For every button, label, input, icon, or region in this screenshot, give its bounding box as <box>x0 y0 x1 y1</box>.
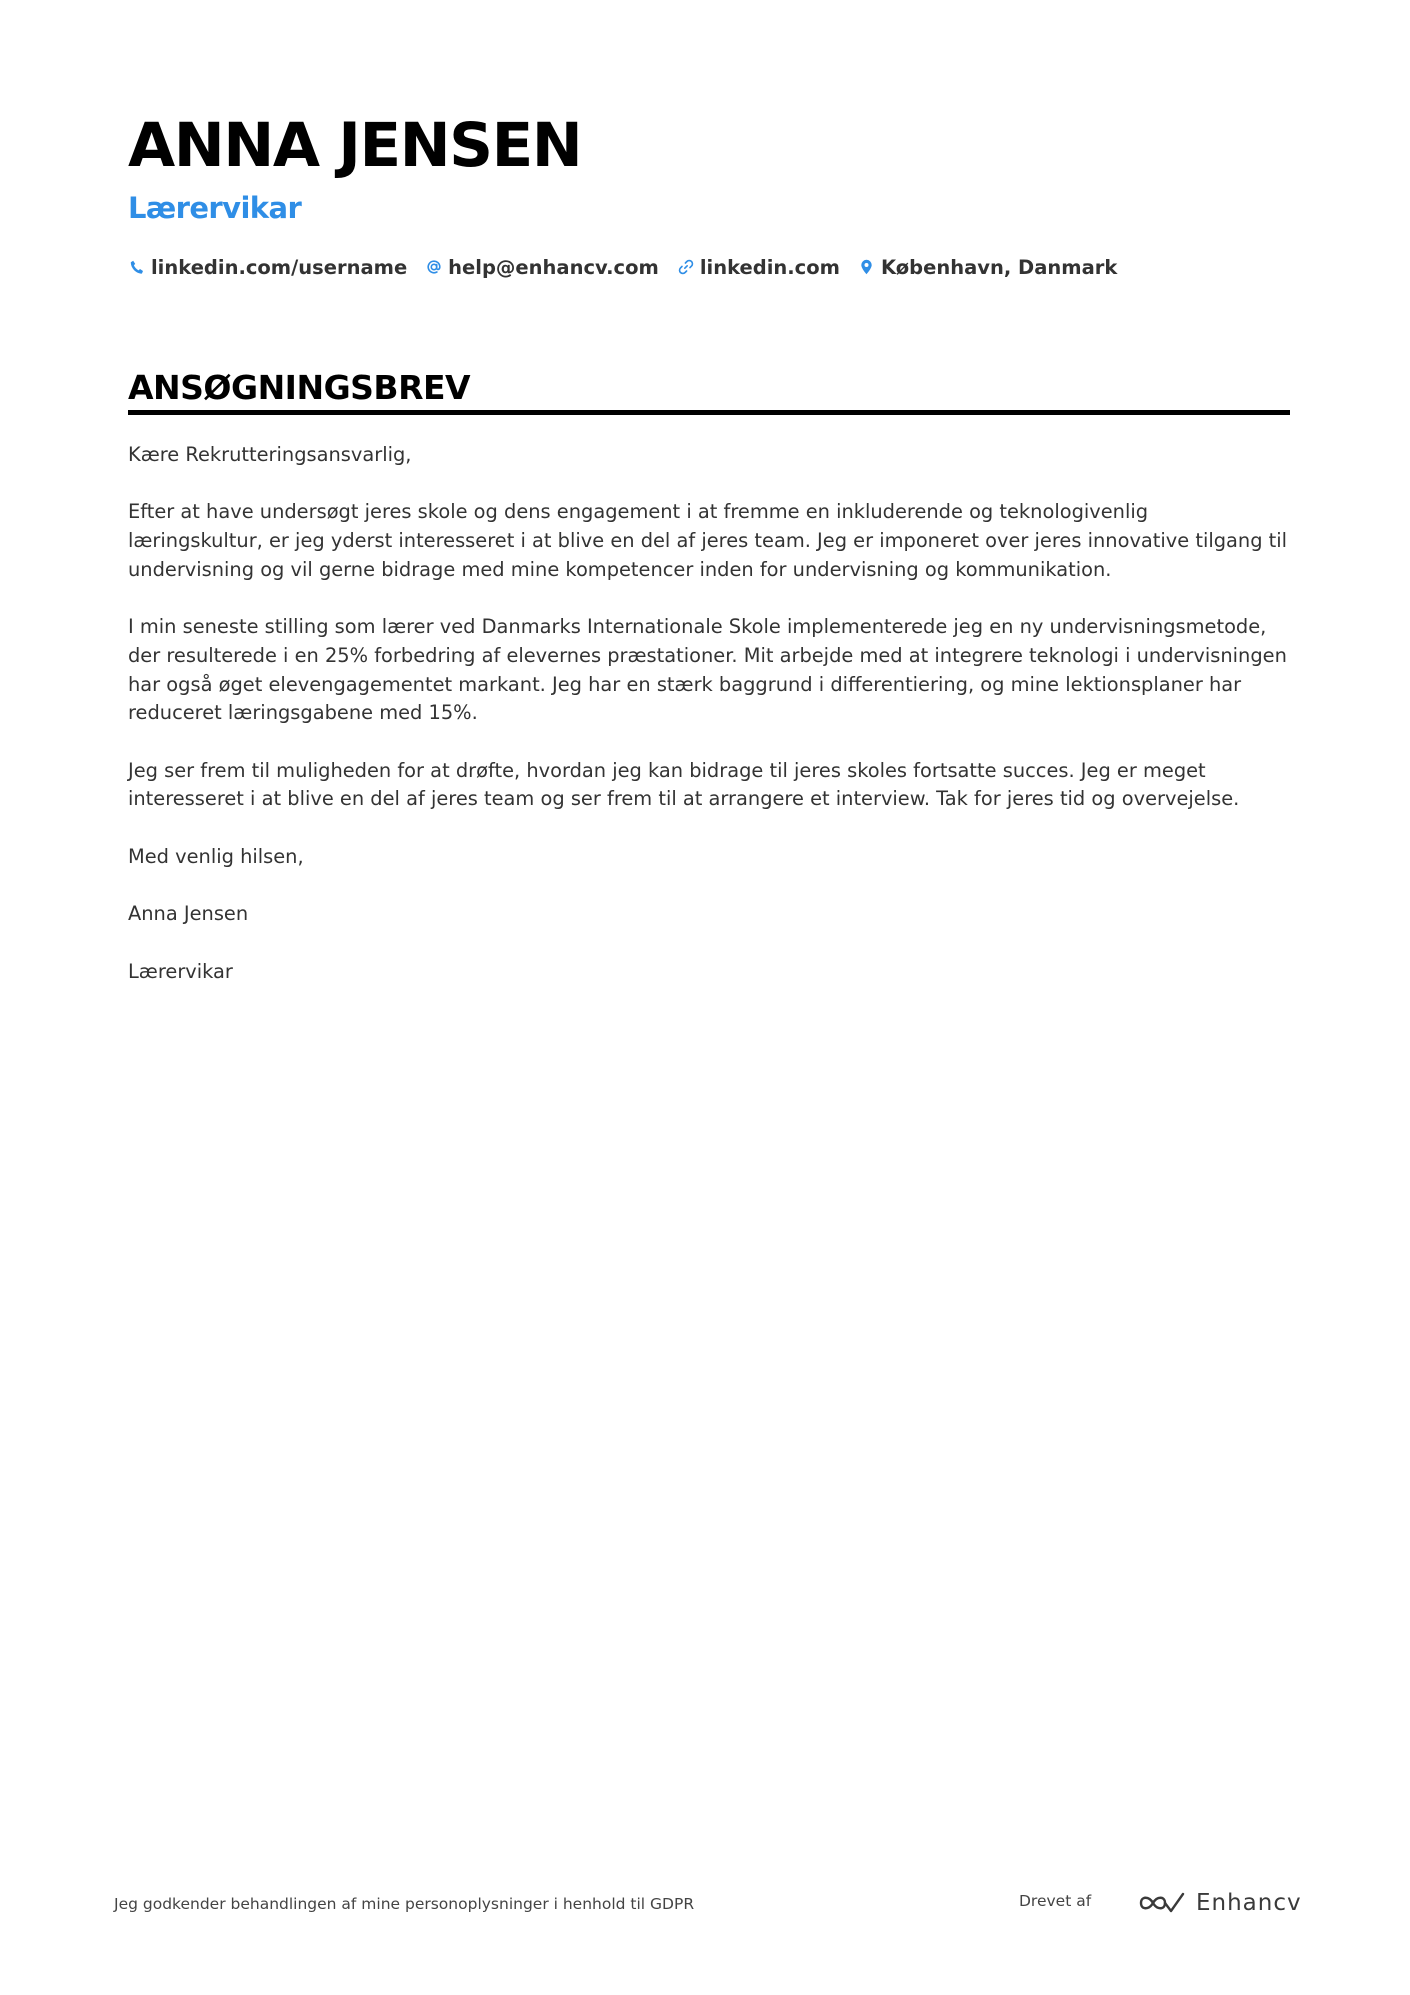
location-pin-icon <box>858 258 876 276</box>
contact-email-text: help@enhancv.com <box>448 255 659 279</box>
enhancv-logo-icon <box>1138 1890 1186 1916</box>
contact-linkedin-text: linkedin.com <box>699 255 840 279</box>
contact-email[interactable] <box>425 256 659 279</box>
letter-paragraph: I min seneste stilling som lærer ved Danmarks Internationale Skole implementerede jeg en ny undervisningsmetode, der resulterede i en 25% forbedring af elevernes præstationer. Mit arbejde med at integrere teknologi i undervisningen har også øget elevengagementet markant. Jeg har en stærk baggrund i differentiering, og mine lektionsplaner har reduceret læringsgabene med 15%. <box>128 615 1287 725</box>
gdpr-consent: Jeg godkender behandlingen af mine personoplysninger i henhold til GDPR <box>114 1895 695 1913</box>
section-title: ANSØGNINGSBREV <box>128 368 471 407</box>
phone-icon <box>128 258 146 276</box>
letter-body <box>128 441 1288 1015</box>
contact-location <box>858 256 1117 279</box>
contact-phone-text: linkedin.com/username <box>151 255 408 279</box>
letter-paragraph: Efter at have undersøgt jeres skole og dens engagement i at fremme en inkluderende og teknologivenlig læringskultur, er jeg yderst interesseret i at blive en del af jeres team. Jeg er imponeret over jeres innovative tilgang til undervisning og vil gerne bidrage med mine kompetencer inden for undervisning og kommunikation. <box>128 500 1288 581</box>
applicant-name: ANNA JENSEN <box>128 110 582 181</box>
contact-location-text: København, Danmark <box>880 255 1118 279</box>
contact-phone[interactable] <box>128 256 407 279</box>
powered-by-label: Drevet af <box>1019 1892 1092 1910</box>
contact-bar <box>128 252 1288 282</box>
signature-title: Lærervikar <box>128 959 233 983</box>
section-divider <box>128 410 1290 415</box>
contact-linkedin[interactable] <box>677 256 840 279</box>
enhancv-logo[interactable] <box>1138 1886 1302 1920</box>
enhancv-logo-text: Enhancv <box>1196 1890 1302 1916</box>
letter-paragraph: Jeg ser frem til muligheden for at drøfte, hvordan jeg kan bidrage til jeres skoles fortsatte succes. Jeg er meget interesseret i at blive en del af jeres team og ser frem til at arrangere et interview. Tak for jeres tid og overvejelse. <box>128 758 1240 811</box>
job-title: Lærervikar <box>128 191 302 225</box>
salutation: Kære Rekrutteringsansvarlig, <box>128 443 412 466</box>
signature-name: Anna Jensen <box>128 902 249 926</box>
header <box>128 108 1288 282</box>
link-icon <box>677 258 695 276</box>
closing: Med venlig hilsen, <box>128 844 304 868</box>
at-icon <box>425 258 443 276</box>
